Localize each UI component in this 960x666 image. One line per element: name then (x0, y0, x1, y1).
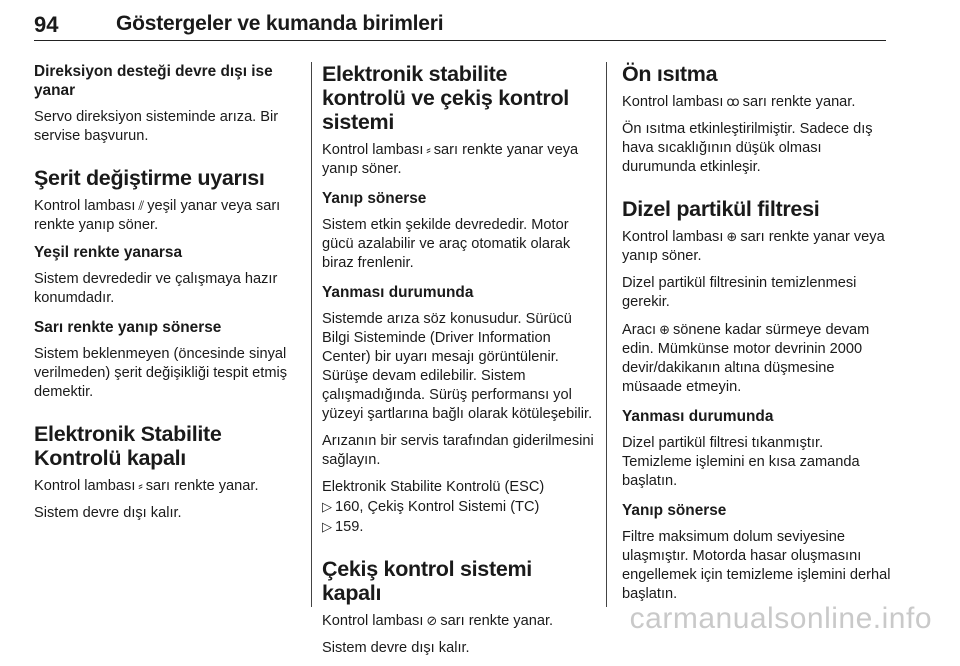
section-heading: Elektronik Stabilite Kontrolü kapalı (34, 422, 222, 470)
esc-icon: ⸗ (426, 142, 431, 157)
lane-change-icon: ⫽ (138, 198, 145, 213)
paragraph: Kontrol lambası ⊕ sarı renkte yanar veya yanıp söner. (622, 229, 885, 264)
page-reference-icon: ▷ (322, 519, 332, 534)
subheading: Yeşil renkte yanarsa (34, 244, 183, 261)
traction-control-off-icon: ⊘ (426, 613, 438, 628)
paragraph: Sistem devrededir ve çalışmaya hazır konumdadır. (34, 271, 278, 306)
paragraph: Kontrol lambası ⸗ sarı renkte yanar veya yanıp söner. (322, 142, 579, 177)
section-heading: Dizel partikül filtresi (622, 197, 820, 221)
section-title: Direksiyon desteği devre dışı ise yanar (34, 63, 273, 99)
subheading: Yanıp sönerse (322, 190, 427, 207)
chapter-title: Göstergeler ve kumanda birimleri (116, 12, 444, 35)
section-heading: Ön ısıtma (622, 62, 718, 86)
subheading: Yanması durumunda (622, 408, 774, 425)
paragraph: Kontrol lambası ꝏ sarı renkte yanar. (622, 94, 856, 110)
paragraph: Ön ısıtma etkinleştirilmiştir. Sadece dış hava sıcaklığının düşük olması durumunda etkinleşir. (622, 121, 873, 175)
paragraph: Filtre maksimum dolum seviyesine ulaşmıştır. Motorda hasar oluşmasını engellemek için temizleme işlemini derhal başlatın. (622, 529, 891, 602)
paragraph: Sistem devre dışı kalır. (322, 640, 470, 656)
paragraph: Sistem beklenmeyen (öncesinde sinyal verilmeden) şerit değişikliği tespit etmiş demektir. (34, 346, 288, 400)
column-1 (34, 62, 302, 531)
column-divider (606, 62, 607, 607)
subheading: Yanması durumunda (322, 284, 474, 301)
column-2 (322, 62, 594, 666)
glow-plug-icon: ꝏ (726, 94, 740, 109)
column-divider (311, 62, 312, 607)
section-heading: Şerit değiştirme uyarısı (34, 166, 265, 190)
paragraph: Sistem etkin şekilde devrededir. Motor gücü azalabilir ve araç otomatik olarak biraz frenlenir. (322, 217, 571, 271)
paragraph: Elektronik Stabilite Kontrolü (ESC) ▷ 160, Çekiş Kontrol Sistemi (TC) ▷ 159. (322, 479, 545, 535)
diesel-particle-filter-icon: ⊕ (726, 229, 738, 244)
page-number: 94 (34, 12, 59, 37)
subheading: Yanıp sönerse (622, 502, 727, 519)
section-heading: Çekiş kontrol sistemi kapalı (322, 557, 532, 605)
esc-off-icon: ⸗ (138, 478, 143, 493)
paragraph: Dizel partikül filtresi tıkanmıştır. Temizleme işlemini en kısa zamanda başlatın. (622, 435, 860, 489)
paragraph: Servo direksiyon sisteminde arıza. Bir servise başvurun. (34, 109, 279, 144)
page-reference-icon: ▷ (322, 499, 332, 514)
watermark: carmanualsonline.info (629, 602, 932, 635)
diesel-particle-filter-icon: ⊕ (659, 322, 670, 337)
page-header (34, 12, 886, 41)
paragraph: Sistemde arıza söz konusudur. Sürücü Bilgi Sisteminde (Driver Information Center) bir uyarı mesajı görüntülenir. Sürüşe devam edilebilir. Sistem çalışmadığında. Sürüş performansı yol yüzeyi şartlarına bağlı olarak kötüleşebilir. (322, 311, 593, 422)
subheading: Sarı renkte yanıp sönerse (34, 319, 222, 336)
paragraph: Kontrol lambası ⫽ yeşil yanar veya sarı renkte yanıp söner. (34, 198, 281, 233)
paragraph: Kontrol lambası ⊘ sarı renkte yanar. (322, 613, 554, 629)
section-heading: Elektronik stabilite kontrolü ve çekiş kontrol sistemi (322, 62, 569, 134)
paragraph: Sistem devre dışı kalır. (34, 505, 182, 521)
paragraph: Arızanın bir servis tarafından giderilmesini sağlayın. (322, 433, 594, 468)
paragraph: Dizel partikül filtresinin temizlenmesi gerekir. (622, 275, 857, 310)
paragraph: Kontrol lambası ⸗ sarı renkte yanar. (34, 478, 259, 494)
column-3 (622, 62, 892, 612)
paragraph: Aracı ⊕ sönene kadar sürmeye devam edin. Mümkünse motor devrinin 2000 devir/dakikanın altına düşmesine müsaade etmeyin. (622, 322, 870, 395)
